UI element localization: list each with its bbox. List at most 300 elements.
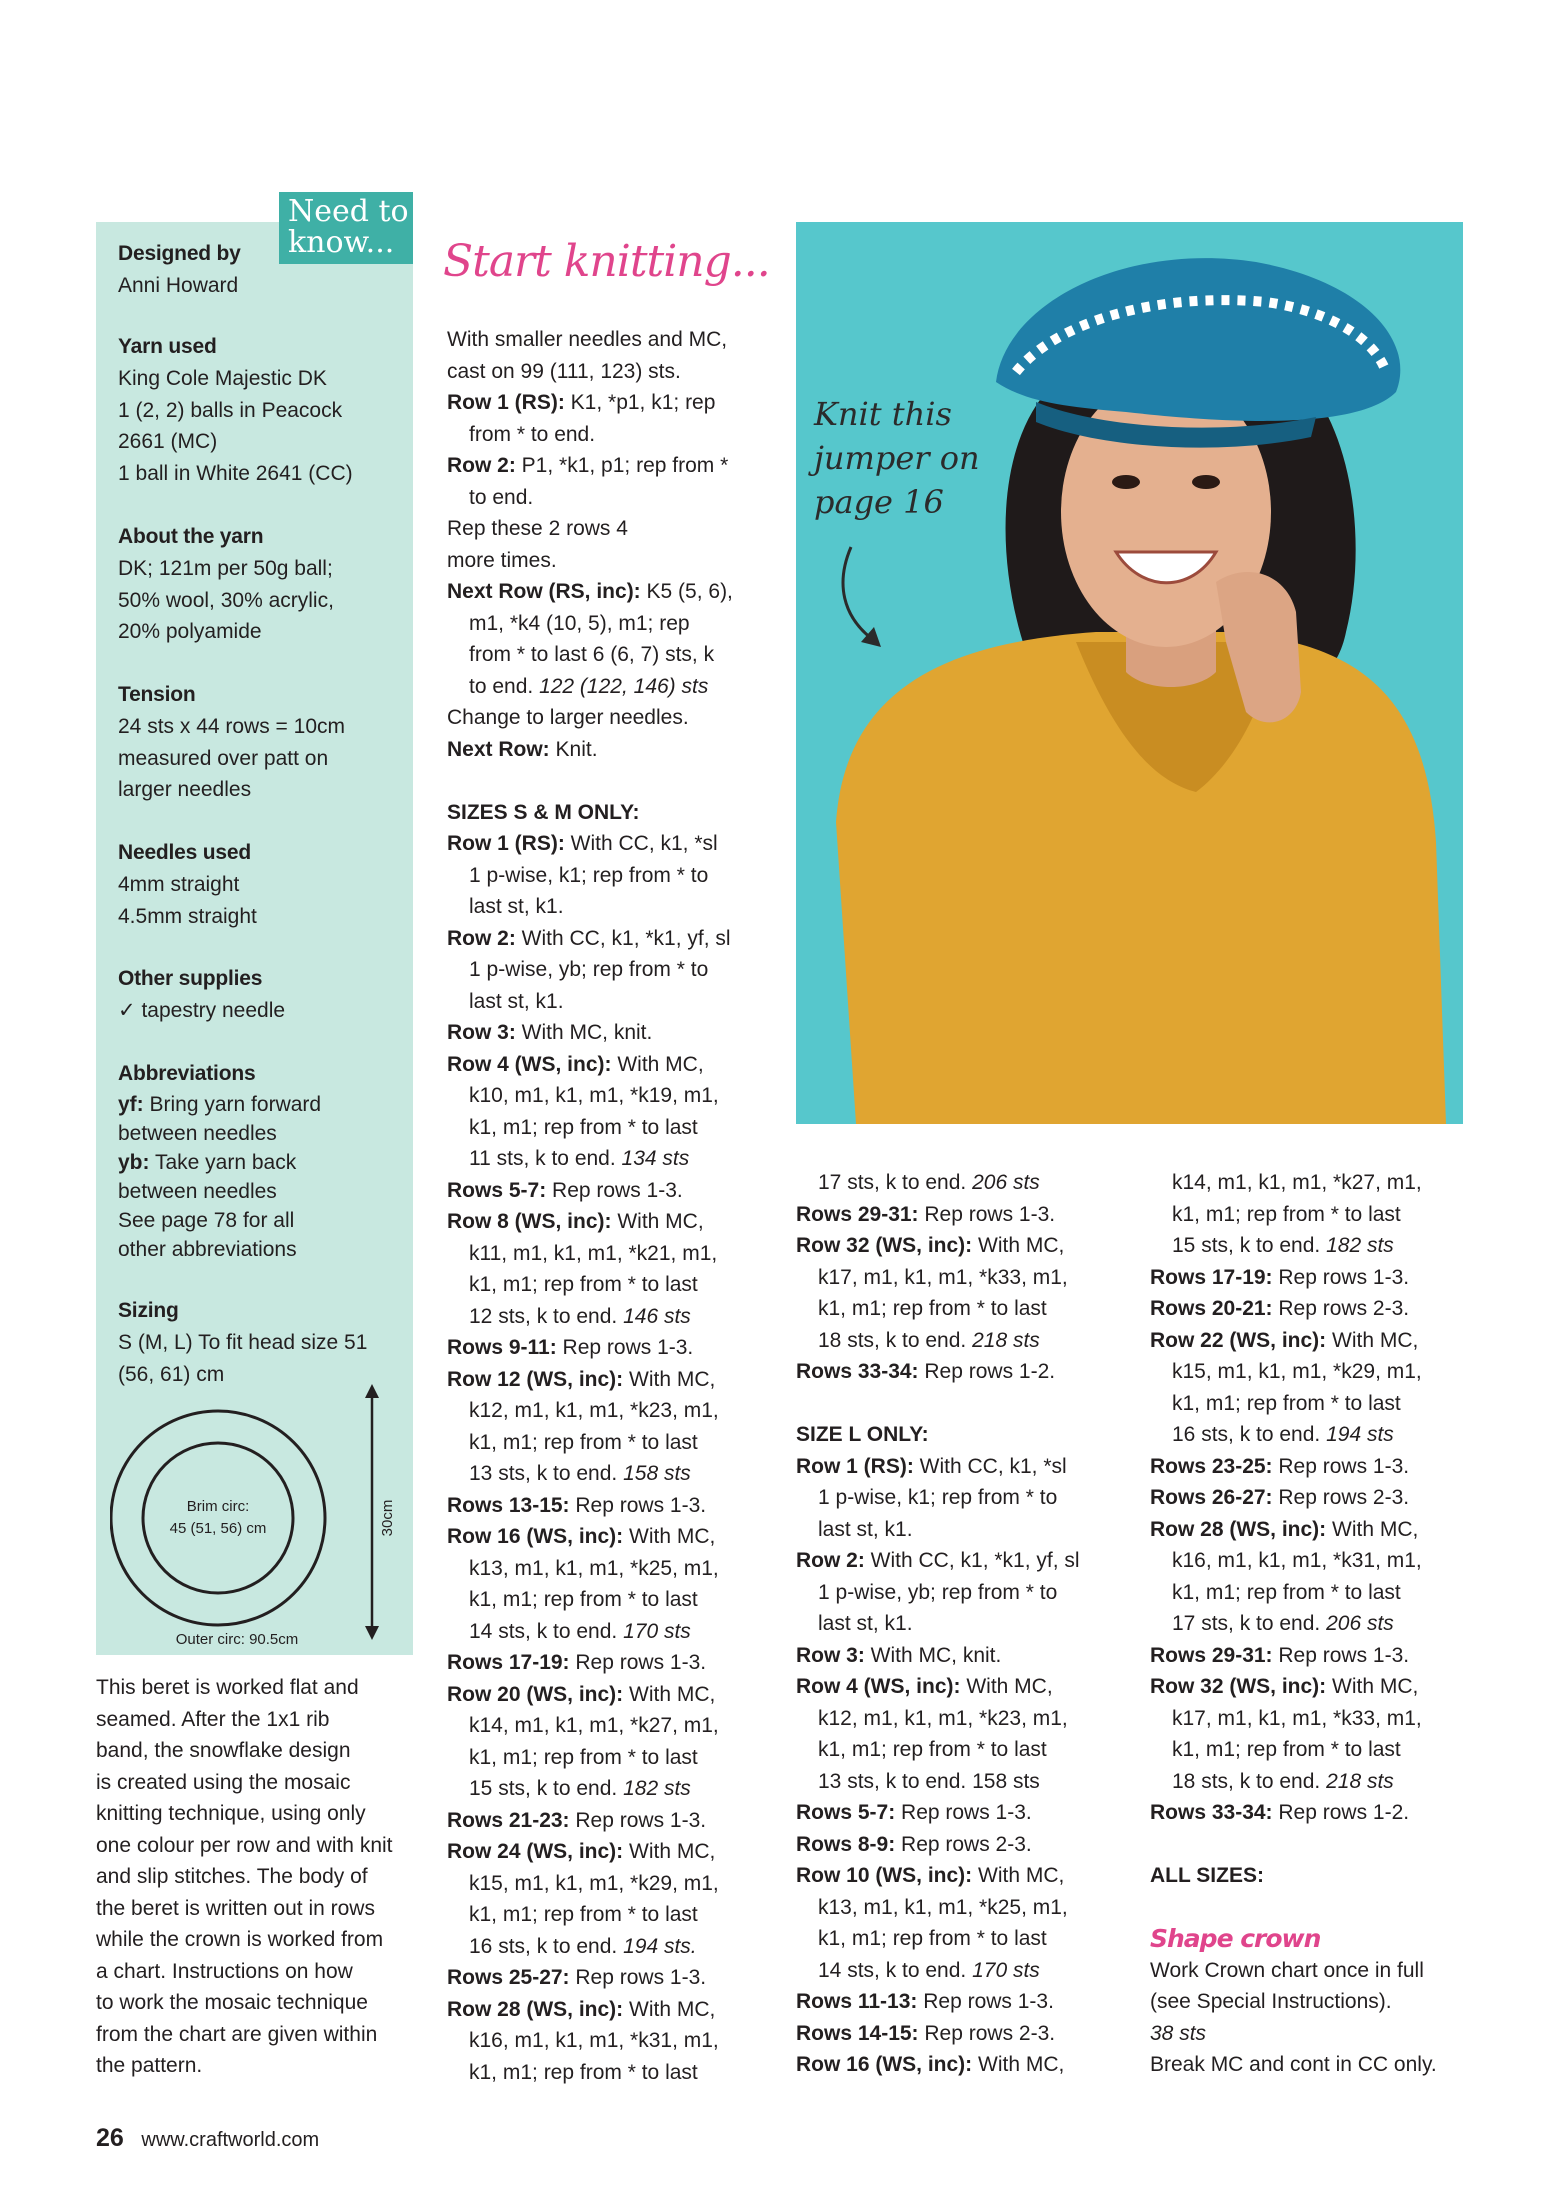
stitch-count: 218 sts <box>972 1328 1040 1352</box>
row-text: Rep rows 1-3. <box>1272 1265 1410 1289</box>
height-label: 30cm <box>379 1499 396 1537</box>
row-label: Row 28 (WS, inc): <box>1150 1517 1327 1541</box>
row-text: k12, m1, k1, m1, *k23, m1, <box>469 1399 719 1422</box>
row-text: k10, m1, k1, m1, *k19, m1, <box>469 1084 719 1107</box>
stitch-count: 158 sts <box>623 1462 691 1485</box>
row-label: Rows 29-31: <box>1150 1643 1273 1667</box>
pattern-line <box>447 1868 777 1900</box>
stitch-count: 146 sts <box>623 1304 691 1328</box>
row-text: k15, m1, k1, m1, *k29, m1, <box>1172 1360 1422 1383</box>
row-text: Break MC and cont in CC only. <box>1150 2053 1437 2076</box>
yarn-used-label: Yarn used <box>118 335 217 358</box>
pattern-line <box>796 1419 1126 1451</box>
pattern-line <box>447 608 777 640</box>
brim-circle <box>143 1443 293 1593</box>
pattern-line <box>1150 1860 1480 1892</box>
abbrev-text: See page 78 for all <box>118 1209 295 1232</box>
other-supplies-block <box>118 963 408 1027</box>
row-text: k1, m1; rep from * to last <box>469 1745 698 1769</box>
needle-line: 4.5mm straight <box>118 904 257 928</box>
pattern-line <box>447 450 777 482</box>
stitch-count: 38 sts <box>1150 2021 1207 2045</box>
pattern-line <box>447 1521 777 1553</box>
arrow-up-icon <box>365 1384 379 1398</box>
row-text: k1, m1; rep from * to last <box>1172 1580 1401 1604</box>
row-text: With MC, <box>1326 1328 1419 1352</box>
stitch-count: 122 (122, 146) sts <box>539 674 709 698</box>
pattern-line <box>447 1080 777 1112</box>
pattern-line <box>447 1175 777 1207</box>
pattern-line <box>1150 1451 1480 1483</box>
row-text: Rep rows 1-3. <box>895 1801 1032 1824</box>
pattern-line <box>1150 1388 1480 1420</box>
row-text: Rep rows 1-3. <box>569 1493 707 1517</box>
pattern-line <box>447 828 777 860</box>
pattern-line <box>447 639 777 671</box>
pattern-line <box>447 1553 777 1585</box>
pattern-column-2 <box>796 1167 1126 2081</box>
pattern-line <box>447 1710 777 1742</box>
stitch-count: 134 sts <box>621 1147 690 1170</box>
pattern-line <box>447 387 777 419</box>
row-text: With MC, <box>1326 1675 1419 1698</box>
row-text: 18 sts, k to end. <box>818 1328 973 1352</box>
row-label: Row 12 (WS, inc): <box>447 1367 624 1391</box>
pattern-line <box>1150 1199 1480 1231</box>
pattern-line <box>796 1482 1126 1514</box>
row-text: With CC, k1, *k1, yf, sl <box>515 926 731 950</box>
pattern-line <box>1150 1262 1480 1294</box>
page-number: 26 <box>96 2124 124 2152</box>
abbrev-text: other abbreviations <box>118 1238 297 1261</box>
about-yarn-label: About the yarn <box>118 525 264 548</box>
row-text: k1, m1; rep from * to last <box>1172 1738 1401 1761</box>
row-text: 14 sts, k to end. <box>818 1958 973 1982</box>
row-text: k1, m1; rep from * to last <box>469 1115 698 1139</box>
row-label: Row 16 (WS, inc): <box>796 2053 973 2076</box>
row-text: k1, m1; rep from * to last <box>1172 1202 1401 1226</box>
pattern-line <box>447 1616 777 1648</box>
pattern-line <box>1150 1734 1480 1766</box>
row-text: k1, m1; rep from * to last <box>818 1297 1047 1320</box>
row-text: k14, m1, k1, m1, *k27, m1, <box>469 1714 719 1737</box>
pattern-line <box>447 1017 777 1049</box>
row-label: Row 22 (WS, inc): <box>1150 1328 1327 1352</box>
pattern-line <box>796 1514 1126 1546</box>
pattern-line <box>1150 1419 1480 1451</box>
row-label: Row 24 (WS, inc): <box>447 1840 624 1863</box>
intro-line: to work the mosaic technique <box>96 1991 368 2014</box>
row-text: With MC, <box>972 1864 1065 1887</box>
pattern-line <box>447 1805 777 1837</box>
row-label: Rows 25-27: <box>447 1966 570 1989</box>
row-label: Rows 9-11: <box>447 1336 557 1359</box>
row-text: k15, m1, k1, m1, *k29, m1, <box>469 1871 719 1895</box>
row-text: With CC, k1, *sl <box>564 832 718 855</box>
stitch-count: 194 sts. <box>623 1934 697 1958</box>
row-text: Rep rows 2-3. <box>1272 1486 1410 1509</box>
row-text: 16 sts, k to end. <box>469 1934 624 1958</box>
pattern-line <box>1150 1167 1480 1199</box>
spacer <box>1150 1892 1480 1924</box>
row-label: Row 20 (WS, inc): <box>447 1682 624 1706</box>
abbrev-key: yf: <box>118 1093 144 1116</box>
row-text: Rep rows 1-3. <box>556 1336 694 1359</box>
arrow-down-icon <box>365 1626 379 1640</box>
intro-line: the pattern. <box>96 2054 203 2077</box>
pattern-line <box>447 1112 777 1144</box>
pattern-line <box>447 1962 777 1994</box>
pattern-line <box>447 1238 777 1270</box>
row-label: Rows 17-19: <box>1150 1265 1273 1289</box>
pattern-line <box>447 482 777 514</box>
pattern-line <box>796 1577 1126 1609</box>
row-label: Rows 5-7: <box>796 1801 896 1824</box>
row-label: Row 32 (WS, inc): <box>796 1234 973 1257</box>
row-text: to end. <box>469 674 540 698</box>
row-label: Row 1 (RS): <box>447 832 565 855</box>
row-label: Row 16 (WS, inc): <box>447 1525 624 1548</box>
row-text: With MC, <box>623 1840 716 1863</box>
intro-line: one colour per row and with knit <box>96 1833 393 1857</box>
pattern-column-3 <box>1150 1167 1480 2081</box>
pattern-line <box>796 2049 1126 2081</box>
pattern-line <box>447 1931 777 1963</box>
pattern-line <box>796 1829 1126 1861</box>
pattern-line <box>1150 1640 1480 1672</box>
other-supplies-text: tapestry needle <box>141 999 286 1022</box>
footer-url[interactable]: www.craftworld.com <box>141 2129 320 2151</box>
abbrev-yb <box>118 1148 408 1177</box>
pattern-line <box>796 1230 1126 1262</box>
row-label: SIZES S & M ONLY: <box>447 800 640 824</box>
abbrev-text: Bring yarn forward <box>149 1093 322 1116</box>
row-text: With MC, <box>972 1234 1065 1257</box>
row-text: 11 sts, k to end. <box>469 1147 622 1170</box>
page-footer <box>96 2124 319 2153</box>
pattern-line <box>796 1167 1126 1199</box>
row-text: k13, m1, k1, m1, *k25, m1, <box>818 1895 1068 1919</box>
abbrev-text: Take yarn back <box>154 1151 297 1174</box>
row-text: k11, m1, k1, m1, *k21, m1, <box>469 1241 718 1265</box>
row-text: k1, m1; rep from * to last <box>469 1430 698 1454</box>
row-text: 13 sts, k to end. 158 sts <box>818 1769 1040 1793</box>
row-text: K1, *p1, k1; rep <box>564 391 716 414</box>
row-text: 18 sts, k to end. <box>1172 1769 1327 1793</box>
pattern-line <box>447 797 777 829</box>
annotation-line: page 16 <box>814 483 944 521</box>
row-text: k17, m1, k1, m1, *k33, m1, <box>818 1265 1068 1289</box>
row-text: m1, *k4 (10, 5), m1; rep <box>469 611 690 635</box>
row-label: ALL SIZES: <box>1150 1864 1264 1887</box>
pattern-line <box>796 1703 1126 1735</box>
row-text: k16, m1, k1, m1, *k31, m1, <box>469 2029 719 2052</box>
row-text: k1, m1; rep from * to last <box>469 1588 698 1611</box>
pattern-line <box>1150 1671 1480 1703</box>
row-text: With MC, <box>611 1052 704 1076</box>
row-label: Rows 13-15: <box>447 1493 570 1517</box>
stitch-count: 170 sts <box>972 1958 1040 1982</box>
row-text: Rep rows 1-3. <box>569 1966 707 1989</box>
pattern-line <box>447 1143 777 1175</box>
pattern-line <box>447 1301 777 1333</box>
pattern-line <box>796 1892 1126 1924</box>
abbreviations-label: Abbreviations <box>118 1062 256 1085</box>
stitch-count: 182 sts <box>1326 1234 1394 1257</box>
row-text: With MC, knit. <box>515 1021 653 1044</box>
row-text: k12, m1, k1, m1, *k23, m1, <box>818 1706 1068 1730</box>
pattern-line <box>1150 1797 1480 1829</box>
row-text: Rep rows 1-2. <box>918 1360 1056 1383</box>
pattern-line <box>1150 1325 1480 1357</box>
pattern-line <box>1150 1230 1480 1262</box>
yarn-used-block <box>118 331 408 489</box>
row-text: K5 (5, 6), <box>640 580 733 603</box>
row-text: 16 sts, k to end. <box>1172 1423 1327 1446</box>
row-text: 1 p-wise, k1; rep from * to <box>818 1486 1058 1509</box>
row-text: last st, k1. <box>469 989 564 1013</box>
pattern-line <box>796 1860 1126 1892</box>
row-label: Next Row: <box>447 737 550 761</box>
row-label: Row 2: <box>447 926 516 950</box>
pattern-line <box>447 923 777 955</box>
pattern-line <box>447 860 777 892</box>
intro-line: a chart. Instructions on how <box>96 1959 353 1983</box>
row-text: Rep rows 2-3. <box>918 2021 1056 2045</box>
row-text: With MC, <box>960 1675 1053 1698</box>
row-label: Row 10 (WS, inc): <box>796 1864 973 1887</box>
pattern-line <box>1150 1514 1480 1546</box>
pattern-line <box>447 1364 777 1396</box>
row-text: With MC, <box>1326 1517 1419 1541</box>
row-text: Rep rows 2-3. <box>895 1832 1032 1856</box>
row-label: Rows 14-15: <box>796 2021 919 2045</box>
sizing-block <box>118 1295 408 1390</box>
row-text: Rep rows 1-3. <box>1272 1454 1410 1478</box>
designed-by-value: Anni Howard <box>118 274 239 297</box>
row-text: With MC, <box>623 1682 716 1706</box>
row-text: Rep these 2 rows 4 <box>447 517 628 540</box>
pattern-line <box>447 1269 777 1301</box>
row-label: Rows 29-31: <box>796 1202 919 1226</box>
pattern-line <box>447 1206 777 1238</box>
needles-block <box>118 837 408 932</box>
abbrev-yf <box>118 1090 408 1119</box>
yarn-line: 1 ball in White 2641 (CC) <box>118 461 353 485</box>
yarn-line: 1 (2, 2) balls in Peacock <box>118 398 343 422</box>
pattern-line <box>447 891 777 923</box>
pattern-line <box>447 1049 777 1081</box>
pattern-line <box>447 2057 777 2089</box>
pattern-line <box>1150 1608 1480 1640</box>
row-label: Row 2: <box>447 454 516 477</box>
row-text: Rep rows 1-2. <box>1272 1801 1410 1824</box>
pattern-line <box>447 1899 777 1931</box>
pattern-line <box>447 1395 777 1427</box>
pattern-line <box>1150 2049 1480 2081</box>
row-label: Row 3: <box>447 1021 516 1044</box>
row-text: Rep rows 1-3. <box>569 1651 707 1674</box>
other-supplies-label: Other supplies <box>118 967 263 990</box>
row-text: k13, m1, k1, m1, *k25, m1, <box>469 1556 719 1580</box>
row-text: Rep rows 1-3. <box>1272 1643 1410 1667</box>
row-text: P1, *k1, p1; rep from * <box>515 454 729 477</box>
pattern-line <box>447 1647 777 1679</box>
stitch-count: 170 sts <box>623 1619 691 1643</box>
brim-label: Brim circ: <box>186 1498 250 1515</box>
pattern-line <box>447 1332 777 1364</box>
row-label: Rows 26-27: <box>1150 1486 1273 1509</box>
tension-line: 24 sts x 44 rows = 10cm <box>118 715 346 738</box>
row-label: Row 28 (WS, inc): <box>447 1997 624 2021</box>
row-text: from * to last 6 (6, 7) sts, k <box>469 643 715 666</box>
pattern-line <box>447 1742 777 1774</box>
needle-line: 4mm straight <box>118 873 240 896</box>
row-text: more times. <box>447 548 557 572</box>
designed-by-block <box>118 238 408 302</box>
pattern-line <box>447 1584 777 1616</box>
pattern-line <box>1150 1482 1480 1514</box>
row-text: 1 p-wise, yb; rep from * to <box>818 1580 1058 1604</box>
pattern-line <box>796 2018 1126 2050</box>
row-label: Row 1 (RS): <box>447 391 565 414</box>
pattern-line <box>447 1427 777 1459</box>
intro-line: This beret is worked flat and <box>96 1676 359 1699</box>
row-label: Row 2: <box>796 1549 865 1572</box>
yarn-line: 2661 (MC) <box>118 430 218 453</box>
row-label: Rows 5-7: <box>447 1178 547 1202</box>
annotation-line: jumper on <box>814 439 980 477</box>
pattern-line <box>796 1797 1126 1829</box>
pattern-line <box>796 1640 1126 1672</box>
pattern-line <box>447 576 777 608</box>
row-text: With MC, <box>623 1367 716 1391</box>
pattern-line <box>447 1679 777 1711</box>
pattern-line <box>447 419 777 451</box>
pattern-line <box>1150 1703 1480 1735</box>
row-text: last st, k1. <box>818 1612 913 1635</box>
row-text: Change to larger needles. <box>447 706 689 729</box>
about-yarn-line: 20% polyamide <box>118 620 262 643</box>
row-text: last st, k1. <box>818 1517 913 1541</box>
pattern-line <box>447 734 777 766</box>
brim-value: 45 (51, 56) cm <box>169 1520 267 1537</box>
pattern-line <box>447 513 777 545</box>
intro-line: seamed. After the 1x1 rib <box>96 1707 330 1731</box>
row-text: Rep rows 1-3. <box>917 1990 1054 2013</box>
row-text: k17, m1, k1, m1, *k33, m1, <box>1172 1706 1422 1730</box>
pattern-line <box>1150 1986 1480 2018</box>
shape-crown-heading: Shape crown <box>1150 1924 1321 1953</box>
eye-left <box>1112 475 1140 489</box>
row-text: With MC, <box>611 1210 704 1233</box>
pattern-line <box>796 1545 1126 1577</box>
row-text: 17 sts, k to end. <box>1172 1612 1327 1635</box>
model-illustration <box>796 222 1463 1124</box>
row-text: k1, m1; rep from * to last <box>469 1273 698 1296</box>
pattern-line <box>447 1490 777 1522</box>
row-label: Rows 20-21: <box>1150 1297 1273 1320</box>
pattern-line <box>1150 2018 1480 2050</box>
row-text: k14, m1, k1, m1, *k27, m1, <box>1172 1171 1422 1194</box>
intro-line: while the crown is worked from <box>96 1928 384 1951</box>
pattern-line <box>1150 1356 1480 1388</box>
intro-line: the beret is written out in rows <box>96 1896 375 1920</box>
pattern-line <box>447 702 777 734</box>
pattern-line <box>447 545 777 577</box>
tension-label: Tension <box>118 683 196 706</box>
row-text: last st, k1. <box>469 895 564 918</box>
row-label: Next Row (RS, inc): <box>447 580 641 603</box>
pattern-line <box>447 1836 777 1868</box>
row-text: 12 sts, k to end. <box>469 1304 624 1328</box>
row-text: Rep rows 1-3. <box>546 1178 683 1202</box>
pattern-line <box>796 1262 1126 1294</box>
about-yarn-line: 50% wool, 30% acrylic, <box>118 588 334 612</box>
row-text: With CC, k1, *k1, yf, sl <box>864 1549 1080 1572</box>
row-label: Rows 11-13: <box>796 1990 918 2013</box>
row-label: Rows 17-19: <box>447 1651 570 1674</box>
row-text: With MC, <box>623 1997 716 2021</box>
intro-line: and slip stitches. The body of <box>96 1865 368 1888</box>
row-label: Row 3: <box>796 1643 865 1667</box>
row-label: Row 8 (WS, inc): <box>447 1210 612 1233</box>
row-label: Rows 23-25: <box>1150 1454 1273 1478</box>
stitch-count: 182 sts <box>623 1777 691 1800</box>
pattern-line <box>447 324 777 356</box>
row-text: to end. <box>469 485 534 509</box>
row-label: Row 1 (RS): <box>796 1454 914 1478</box>
pattern-line <box>447 2025 777 2057</box>
stitch-count: 206 sts <box>1326 1612 1394 1635</box>
row-text: With MC, <box>972 2053 1065 2076</box>
pattern-line <box>447 671 777 703</box>
pattern-line <box>447 1773 777 1805</box>
row-text: k1, m1; rep from * to last <box>818 1927 1047 1950</box>
spacer <box>447 765 777 797</box>
row-label: SIZE L ONLY: <box>796 1423 929 1446</box>
row-text: With MC, <box>623 1525 716 1548</box>
row-label: Row 32 (WS, inc): <box>1150 1675 1327 1698</box>
pattern-line <box>796 1608 1126 1640</box>
beret-size-diagram <box>110 1378 410 1650</box>
row-text: With smaller needles and MC, <box>447 328 728 351</box>
sizing-label: Sizing <box>118 1299 179 1322</box>
pattern-line <box>447 1458 777 1490</box>
pattern-line <box>796 1986 1126 2018</box>
pattern-line <box>447 1994 777 2026</box>
pattern-line <box>796 1766 1126 1798</box>
annotation-line: Knit this <box>814 395 952 433</box>
spacer <box>1150 1829 1480 1861</box>
row-text: k1, m1; rep from * to last <box>469 1903 698 1926</box>
pattern-line <box>796 1955 1126 1987</box>
row-label: Rows 21-23: <box>447 1808 570 1832</box>
row-text: k1, m1; rep from * to last <box>469 2060 698 2084</box>
row-label: Row 4 (WS, inc): <box>796 1675 961 1698</box>
pattern-line <box>1150 1955 1480 1987</box>
stitch-count: 218 sts <box>1326 1769 1394 1793</box>
pattern-line <box>1150 1293 1480 1325</box>
pattern-line <box>1150 1766 1480 1798</box>
designed-by-label: Designed by <box>118 242 241 265</box>
start-knitting-heading: Start knitting... <box>443 236 770 287</box>
row-text: cast on 99 (111, 123) sts. <box>447 359 681 383</box>
row-text: 17 sts, k to end. <box>818 1171 973 1194</box>
photo-annotation <box>814 392 1014 524</box>
row-text: Rep rows 1-3. <box>569 1808 707 1832</box>
pattern-line <box>796 1199 1126 1231</box>
